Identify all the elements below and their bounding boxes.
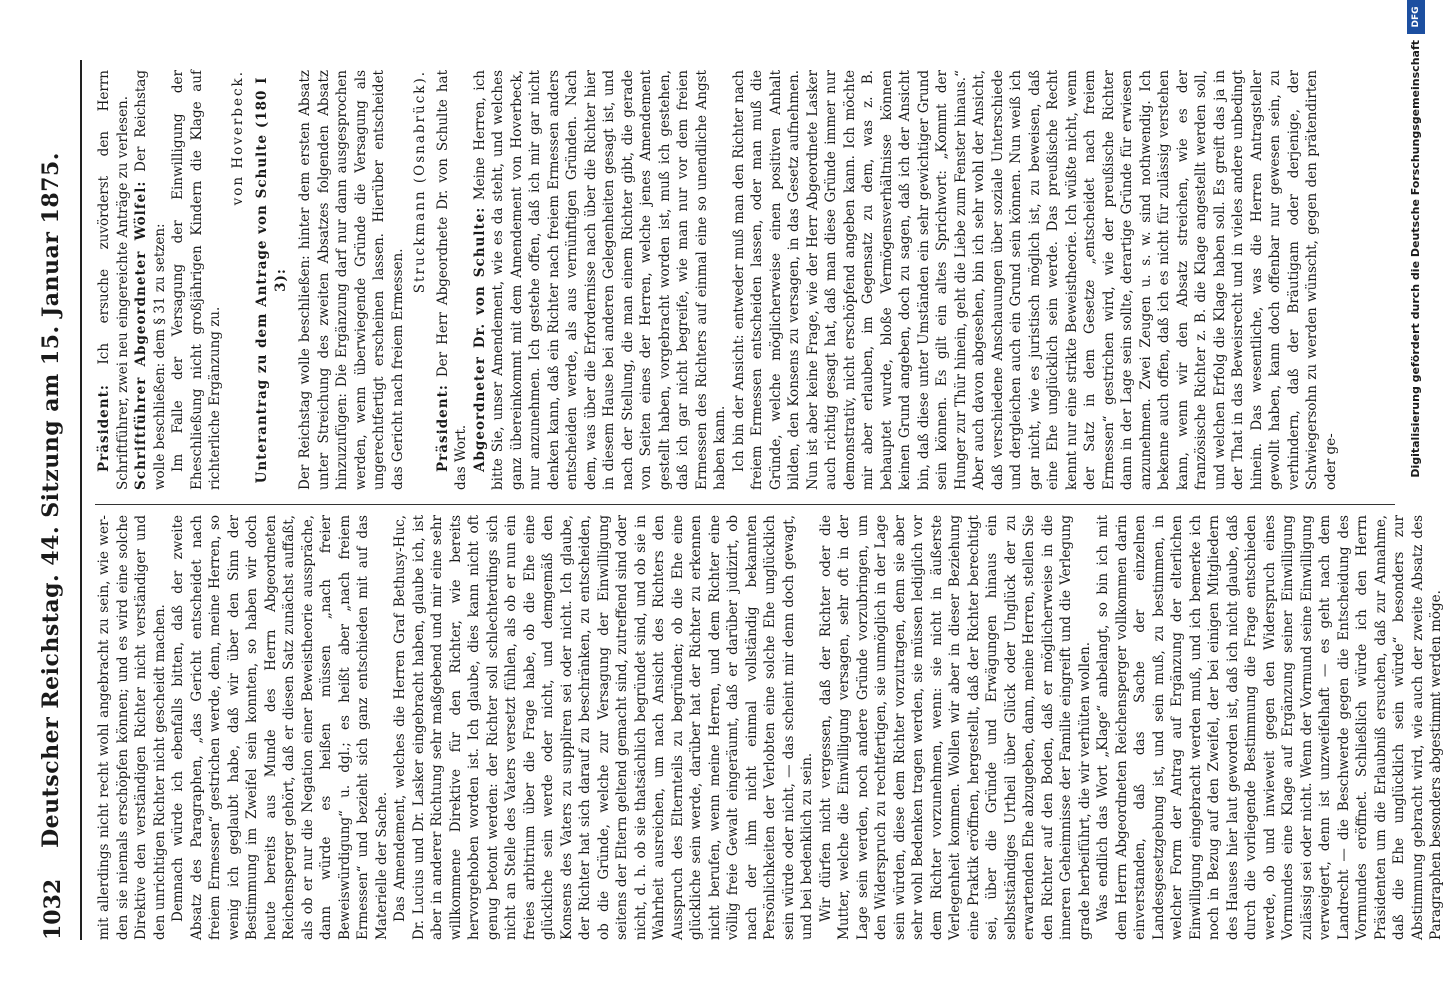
sub-motion-signature: Struckmann (Osnabrück). xyxy=(412,70,428,294)
left-paragraph: Demnach würde ich ebenfalls bitten, daß der zweite Absatz des Paragraphen, „das Gericht entscheidet nach freiem Ermessen“ gestrichen werde, denn, meine Herren, so wenig ich geglaubt habe, daß wir über den Sinn der Bestimmung im Zweifel sein konnten, so haben wir doch heute bereits aus Munde des Herrn Abgeordneten Reichensperger gehört, daß er diesen Satz zunächst auffaßt, als ob er nur die Negation einer Beweistheorie ausspräche, dann würde es heißen müssen „nach freier Beweiswürdigung“ u. dgl.; es heißt aber „nach freiem Ermessen“ und bezieht sich ganz entschieden mit auf das Materielle der Sache. xyxy=(170,515,390,940)
speech-text: Der Reichstag wolle beschließen: dem § 31 zu setzen: xyxy=(133,69,168,490)
speaker-label: Abgeordneter Dr. von Schulte: xyxy=(471,206,488,472)
secretary-statement xyxy=(132,70,169,490)
dfg-logo-icon: DFG xyxy=(1407,0,1425,34)
speaker-label: Präsident: xyxy=(434,384,451,472)
speech-text: Der Herr Abgeordnete Dr. von Schulte hat das Wort. xyxy=(434,70,469,490)
schulte-speech-continued: Ich bin der Ansicht: entweder muß man den Richter nach freiem Ermessen entscheiden lassen, oder man muß die Gründe, welche möglicherweise einen positiven Anhalt bilden, den Konsens zu versagen, in das Gesetz aufnehmen. Nun ist aber keine Frage, wie der Herr Abgeordnete Lasker auch richtig gesagt hat, daß man diese Gründe immer nur demonstrativ, nicht erschöpfend angeben kann. Ich möchte mir aber erlauben, im Gegensatz zu dem, was z. B. behauptet wurde, bloße Vermögensverhältnisse können keinen Grund angeben, doch zu sagen, daß ich der Ansicht bin, daß diese unter Umständen ein sehr gewichtiger Grund sein können. Es gilt ein altes Sprichwort: „Kommt der Hunger zur Thür hinein, geht die Liebe zum Fenster hinaus.“ Aber auch davon abgesehen, bin ich sehr wohl der Ansicht, daß verschiedene Anschauungen über soziale Unterschiede und dergleichen auch ein Grund sein können. Nun weiß ich gar nicht, wie es juristisch möglich ist, zu beweisen, daß eine Ehe unglücklich sein werde. Das preußische Recht kennt nur eine strikte Beweistheorie. Ich wüßte nicht, wenn der Satz in dem Gesetze „entscheidet nach freiem Ermessen“ gestrichen wird, wie der preußische Richter dann in der Lage sein sollte, derartige Gründe für erwiesen anzunehmen. Zwei Zeugen u. s. w. sind nothwendig. Ich bekenne auch offen, daß ich es nicht für zulässig verstehen kann, wenn wir den Absatz streichen, wie es der französische Richter z. B. die Klage angestellt werden soll, und welchen Erfolg die Klage haben soll. Es greift das ja in der That in das Beweisrecht und in vieles andere unbedingt hinein. Das wesentliche, was die Herren Antragsteller gewollt haben, kann doch offenbar nur gewesen sein, zu verhindern, daß der Bräutigam oder derjenige, der Schwiegersohn zu werden wünscht, gegen den prätendirten oder ge- xyxy=(730,70,1339,490)
left-paragraph: Was endlich das Wort „Klage“ anbelangt, so bin ich mit dem Herrn Abgeordneten Reichensperger vollkommen darin einverstanden, daß das Sache der einzelnen Landesgesetzgebung ist, und sein muß, zu bestimmen, in welcher Form der Antrag auf Ergänzung der elterlichen Einwilligung eingebracht werden muß, und ich bemerke ich noch in Bezug auf den Zweifel, der bei einigen Mitgliedern des Hauses hier laut geworden ist, daß ich nicht glaube, daß durch die vorliegende Bestimmung die Frage entschieden werde, ob und inwieweit gegen den Widerspruch eines Vormundes eine Klage auf Ergänzung seiner Einwilligung zulässig sei oder nicht. Wenn der Vormund seine Einwilligung verweigert, denn ist unzweifelhaft — es geht nach dem Landrecht — die Beschwerde gegen die Entscheidung des Vormundes eröffnet. Schließlich würde ich den Herrn Präsidenten um die Erlaubniß ersuchen, daß zur Annahme, daß die Ehe unglücklich sein würde“ besonders zur Abstimmung gebracht wird, wie auch der zweite Absatz des Paragraphen besonders abgestimmt werden möge. xyxy=(1095,515,1444,940)
president-statement xyxy=(434,70,471,490)
left-paragraph: Wir dürfen nicht vergessen, daß der Richter oder die Mutter, welche die Einwilligung versagen, sehr oft in der Lage sein werden, noch andere Gründe vorzubringen, um den Widerspruch zu rechtfertigen, sie unmöglich in der Lage sein würden, diese dem Richter vorzutragen, denn sie aber sehr wohl Bedenken tragen werden, sie müssen lediglich vor dem Richter vorzunehmen, wenn: sie nicht in äußerste Verlegenheit kommen. Wollen wir aber in dieser Beziehung eine Praktik eröffnen, hergestellt, daß der Richter berechtigt sei, über die Gründe und Erwägungen hinaus ein selbstständiges Urtheil über Glück oder Unglück der zu erwartenden Ehe abzugeben, dann, meine Herren, stellen Sie den Richter auf den Boden, daß er möglicherweise in die inneren Geheimnisse der Familie eingreift und die Verlegung grade herbeiführt, die wir verhüten wollen. xyxy=(817,515,1093,940)
motion-signature: von Hoverbeck. xyxy=(229,70,246,206)
sub-motion-text: Der Reichstag wolle beschließen: hinter dem ersten Absatz unter Streichung des zweiten Absatzes folgenden Absatz hinzuzufügen: Die Ergänzung darf nur dann ausgesprochen werden, wenn überwiegende Gründe die Versagung als ungerechtfertigt erscheinen lassen. Hierüber entscheidet das Gericht nach freiem Ermessen. xyxy=(297,70,406,490)
left-paragraph: Das Amendement, welches die Herren Graf Bethusy-Huc, Dr. Lucius und Dr. Lasker eingebracht haben, glaube ich, ist aber in anderer Richtung sehr maßgebend und mir eine sehr willkommene Direktive für den Richter, wie bereits hervorgehoben worden ist. Ich glaube, dies kann nicht oft genug betont werden: der Richter soll schlechterdings sich nicht an Stelle des Vaters versetzt fühlen, als ob er nun ein freies arbitrium über die Frage habe, ob die Ehe eine glückliche sein werde oder nicht, und demgemäß den Konsens des Vaters zu suppliren sei oder nicht. Ich glaube, der Richter hat sich darauf zu beschränken, zu entscheiden, ob die Gründe, welche zur Versagung der Einwilligung seitens der Eltern geltend gemacht sind, zutreffend sind oder nicht, d. h. ob sie thatsächlich begründet sind, und ob sie in Wahrheit ausreichen, um nach Ansicht des Richters den Ausspruch des Elternteils zu begründen; ob die Ehe eine glückliche sein werde, darüber hat der Richter zu erkennen nicht berufen, wenn meine Herren, und dem Richter eine völlig freie Gewalt eingeräumt, daß er darüber judizirt, ob nach der ihm nicht einmal vollständig bekannten Persönlichkeiten der Verlobten eine solche Ehe unglücklich sein würde oder nicht, — das scheint mir denn doch gewagt, und bei bedenklich zu sein. xyxy=(392,515,815,940)
page-header xyxy=(30,60,82,940)
speech-text: Meine Herren, ich bitte Sie, unser Amendement, wie es da steht, und welches ganz übereinkommt mit dem Amendement von Hoverbeck, nur anzunehmen. Ich gestehe offen, daß ich mir gar nicht denken kann, daß ein Richter nach freiem Ermessen anders entscheiden werde, als aus vernünftigen Gründen. Nach dem, was über die Erfordernisse nach über die Richter hier in diesem Hause bei anderen Gelegenheiten gesagt ist, und nach der Stellung, die man einem Richter gibt, die gerade von Seiten eines der Herren, welche jenes Amendement gestellt haben, vorgebracht worden ist, muß ich gestehen, daß ich gar nicht begreife, wie man nur vor dem freien Ermessen des Richters auf einmal eine so unendliche Angst haben kann. xyxy=(471,69,728,490)
digitization-footer xyxy=(1405,0,1429,1000)
sub-motion-heading: Unterantrag zu dem Antrage von Schulte (180 I 3): xyxy=(254,76,289,484)
column-rule xyxy=(95,504,1395,505)
left-column xyxy=(95,515,1444,940)
schulte-speech xyxy=(471,70,730,490)
speaker-label: Schriftführer Abgeordneter Wölfel: xyxy=(133,180,149,490)
speech-text: Ich ersuche zuvörderst den Herrn Schriftführer, zwei neu eingereichte Anträge zu verlesen. xyxy=(96,70,131,490)
right-column xyxy=(95,70,1405,490)
running-title: Deutscher Reichstag. 44. Sitzung am 15. Januar 1875. xyxy=(38,152,64,848)
left-paragraph: mit allerdings nicht recht wohl angebracht zu sein, wie wer-den sie niemals erschöpfen können; und es wird eine solche Direktive den verständigen Richter nicht verständiger und den unrichtigen Richter nicht gescheidt machen. xyxy=(96,515,168,940)
speaker-label: Präsident: xyxy=(96,384,112,472)
motion-text: Im Falle der Versagung der Einwilligung der Eheschließung nicht großjährigen Kindern die Klage auf richterliche Ergänzung zu. xyxy=(170,70,223,490)
page-number: 1032 xyxy=(40,878,66,940)
president-statement xyxy=(95,70,132,490)
digitization-credit: Digitalisierung gefördert durch die Deutsche Forschungsgemeinschaft xyxy=(1409,40,1422,478)
